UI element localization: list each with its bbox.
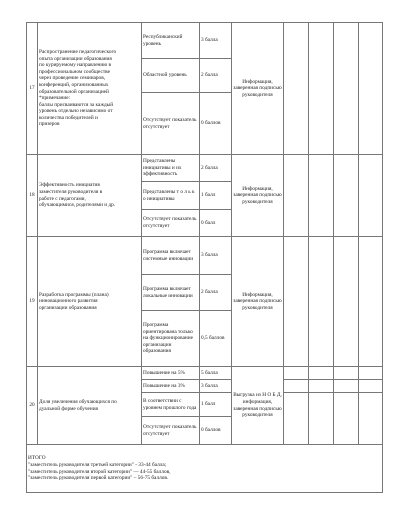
score-text: 3 балла	[200, 23, 232, 59]
score-text: 0 балл	[200, 210, 232, 237]
confirmation-text: Информация, заверенная подписью руководителя	[232, 155, 284, 237]
score-text: 1 балл	[200, 182, 232, 210]
empty-cell	[309, 23, 334, 155]
total-block	[27, 445, 383, 493]
confirmation-text: Информация, заверенная подписью руководителя	[232, 23, 284, 155]
score-text: 1 балл	[200, 393, 232, 417]
row-number: 18	[27, 155, 38, 237]
criterion-text: Разработка программы (плана) инновационного развития организации образования	[38, 237, 142, 367]
total-line: "заместитель руководителя третьей категории" - 33-44 балла;	[28, 461, 167, 468]
row-number: 19	[27, 237, 38, 367]
empty-cell	[334, 23, 359, 155]
empty-cell	[334, 393, 359, 445]
table-row	[27, 367, 383, 380]
empty-cell	[284, 367, 309, 380]
criteria-table	[26, 22, 383, 493]
total-line: "заместитель руководителя второй категории" — 44-55 баллов,	[28, 468, 171, 475]
score-text: 3 балла	[200, 380, 232, 393]
confirmation-text: Выгрузка из Н О Б Д, информация, заверенная подписью руководителя	[232, 367, 284, 445]
total-heading: ИТОГО	[28, 455, 46, 462]
table-row	[27, 237, 383, 275]
empty-cell	[309, 380, 334, 393]
empty-cell	[284, 393, 309, 445]
level-text: Повышение на 5%	[142, 367, 200, 380]
confirmation-text: Информация, заверенная подписью руководителя	[232, 237, 284, 367]
empty-cell	[359, 393, 383, 445]
score-text: 0 баллов	[200, 93, 232, 155]
empty-cell	[284, 155, 309, 237]
row-number: 20	[27, 367, 38, 445]
empty-cell	[334, 367, 359, 380]
level-text: Программа ориентирована только на функционирование организации образования	[142, 311, 200, 367]
table-row	[27, 23, 383, 59]
empty-cell	[284, 23, 309, 155]
level-text: Отсутствует показатель отсутствует	[142, 210, 200, 237]
score-text: 0,5 баллов	[200, 311, 232, 367]
empty-cell	[334, 237, 359, 367]
level-text: В соответствии с уровнем прошлого года	[142, 393, 200, 417]
empty-cell	[359, 237, 383, 367]
level-text: Программа включает локальные инновации	[142, 275, 200, 311]
score-text: 5 балла	[200, 367, 232, 380]
empty-cell	[359, 155, 383, 237]
empty-cell	[309, 393, 334, 445]
score-text: 2 балла	[200, 275, 232, 311]
level-text: Представлены т о л ь к о инициативы	[142, 182, 200, 210]
empty-cell	[359, 380, 383, 393]
level-text: Республиканский уровень	[142, 23, 200, 59]
criterion-text: Распространение педагогического опыта организации образования по курируемому направлению в профессиональном сообществе через проведение семинаров, конференций, организованных образовательной организацией *примечание: баллы присваиваются за каждый уровень отдельно независимо от количества победителей и призеров	[38, 23, 142, 155]
score-text: 2 балла	[200, 155, 232, 182]
empty-cell	[309, 237, 334, 367]
empty-cell	[309, 367, 334, 380]
empty-cell	[334, 380, 359, 393]
level-text: Повышение на 3%	[142, 380, 200, 393]
table-row	[27, 155, 383, 182]
level-text: Программа включает системные инновации	[142, 237, 200, 275]
score-text: 3 балла	[200, 237, 232, 275]
empty-cell	[359, 23, 383, 155]
criterion-text: Эффективность инициатив заместителя руководителя в работе с педагогами, обучающимися, родителями и др.	[38, 155, 142, 237]
score-text: 0 баллов	[200, 417, 232, 445]
empty-cell	[359, 367, 383, 380]
level-text: Отсутствует показатель отсутствует	[142, 93, 200, 155]
level-text: Областной уровень	[142, 59, 200, 93]
total-line: "заместитель руководителя первой категории" – 56-75 баллов.	[28, 475, 169, 482]
table-row-total	[27, 445, 383, 493]
criterion-text: Доля увеличения обучающихся по дуальной форме обучения	[38, 367, 142, 445]
level-text: Представлены инициативы и их эффективность	[142, 155, 200, 182]
empty-cell	[284, 380, 309, 393]
empty-cell	[334, 155, 359, 237]
empty-cell	[284, 237, 309, 367]
row-number: 17	[27, 23, 38, 155]
empty-cell	[309, 155, 334, 237]
score-text: 2 балла	[200, 59, 232, 93]
level-text: Отсутствует показатель отсутствует	[142, 417, 200, 445]
